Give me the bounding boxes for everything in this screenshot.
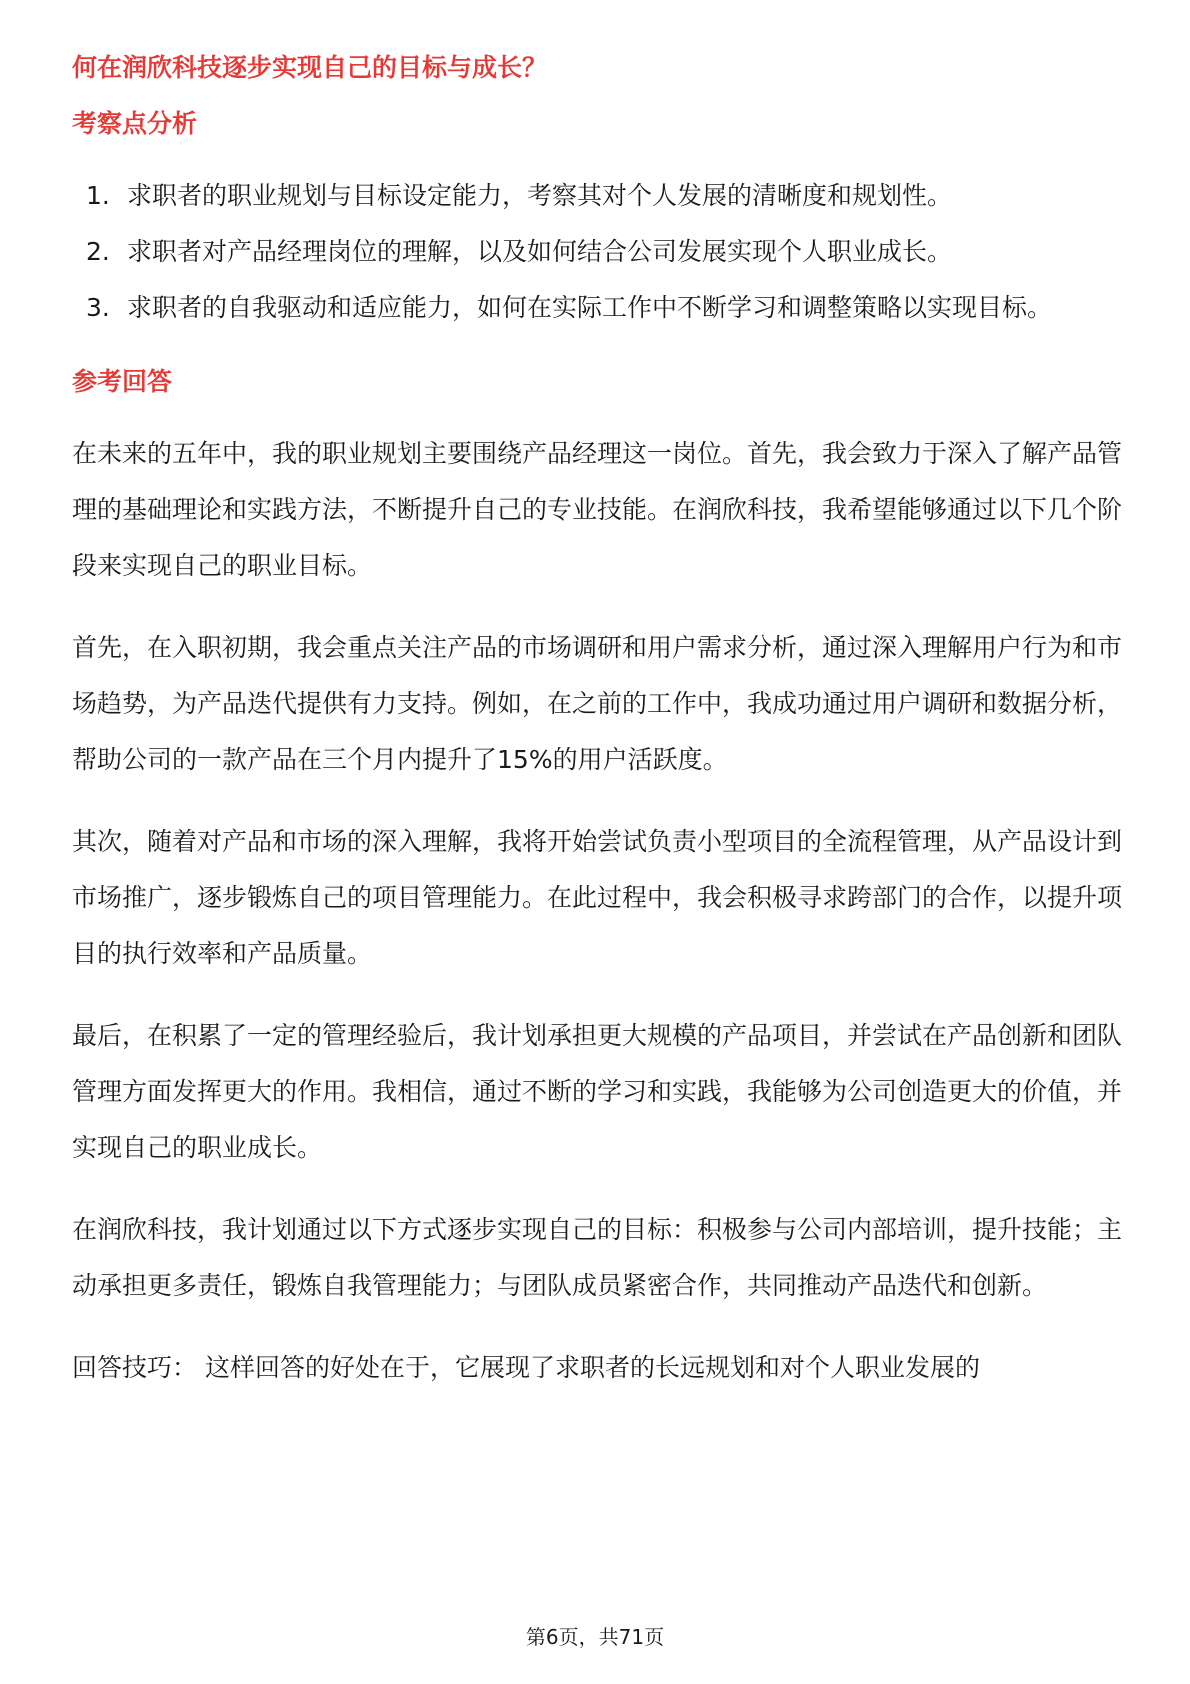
answer-heading: 参考回答 (72, 367, 173, 396)
list-item-number: 3. (86, 293, 110, 322)
list-item (72, 168, 1122, 224)
page-number-footer: 第6页，共71页 (525, 1625, 665, 1649)
list-item-number: 2. (86, 237, 110, 266)
list-item (72, 280, 1122, 336)
analysis-list (72, 168, 1122, 336)
question-title: 何在润欣科技逐步实现自己的目标与成长？ (72, 53, 548, 82)
list-item-text: 求职者的职业规划与目标设定能力，考察其对个人发展的清晰度和规划性。 (127, 181, 953, 210)
list-item (72, 224, 1122, 280)
list-item-text: 求职者的自我驱动和适应能力，如何在实际工作中不断学习和调整策略以实现目标。 (127, 293, 1053, 322)
page-content (72, 48, 1122, 1396)
answer-paragraph: 在润欣科技，我计划通过以下方式逐步实现自己的目标：积极参与公司内部培训，提升技能；主动承担更多责任，锻炼自我管理能力；与团队成员紧密合作，共同推动产品迭代和创新。 (72, 1215, 1123, 1300)
answer-paragraph: 首先，在入职初期，我会重点关注产品的市场调研和用户需求分析，通过深入理解用户行为和市场趋势，为产品迭代提供有力支持。例如，在之前的工作中，我成功通过用户调研和数据分析，帮助公司的一款产品在三个月内提升了15%的用户活跃度。 (72, 633, 1123, 774)
answer-paragraph: 其次，随着对产品和市场的深入理解，我将开始尝试负责小型项目的全流程管理，从产品设计到市场推广，逐步锻炼自己的项目管理能力。在此过程中，我会积极寻求跨部门的合作，以提升项目的执行效率和产品质量。 (72, 827, 1123, 968)
analysis-heading: 考察点分析 (72, 109, 198, 138)
answer-paragraph: 在未来的五年中，我的职业规划主要围绕产品经理这一岗位。首先，我会致力于深入了解产品管理的基础理论和实践方法，不断提升自己的专业技能。在润欣科技，我希望能够通过以下几个阶段来实现自己的职业目标。 (72, 439, 1123, 580)
list-item-text: 求职者对产品经理岗位的理解，以及如何结合公司发展实现个人职业成长。 (127, 237, 953, 266)
answer-paragraph: 最后，在积累了一定的管理经验后，我计划承担更大规模的产品项目，并尝试在产品创新和团队管理方面发挥更大的作用。我相信，通过不断的学习和实践，我能够为公司创造更大的价值，并实现自己的职业成长。 (72, 1021, 1123, 1162)
answer-tips-paragraph: 回答技巧： 这样回答的好处在于，它展现了求职者的长远规划和对个人职业发展的 (72, 1353, 980, 1382)
list-item-number: 1. (86, 181, 110, 210)
